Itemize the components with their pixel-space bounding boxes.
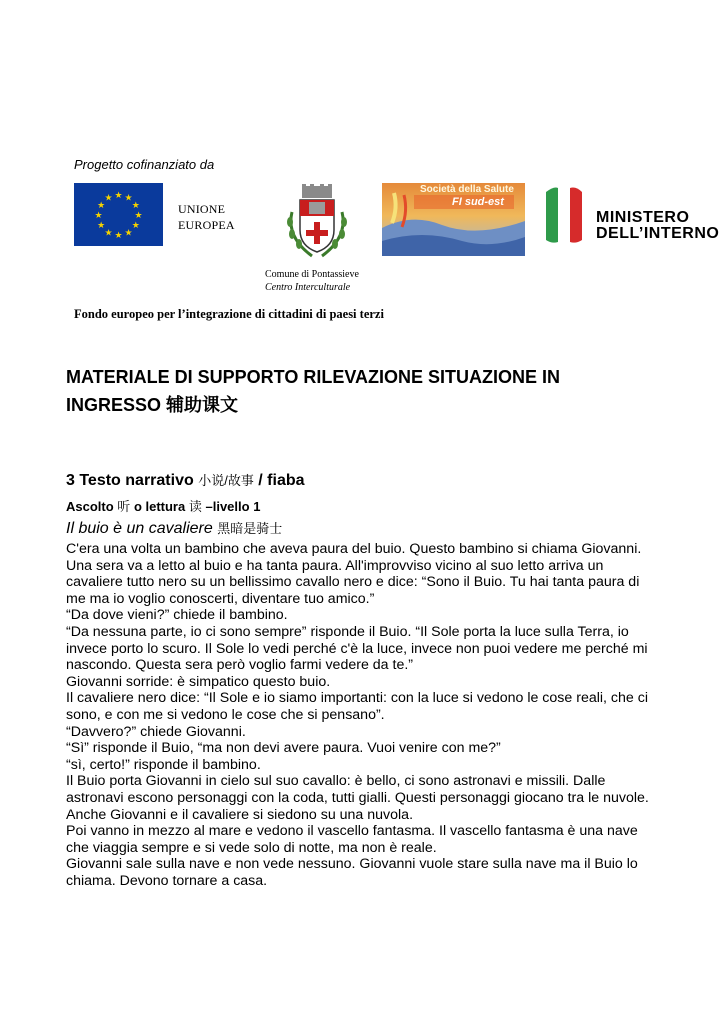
story-line: “Da nessuna parte, io ci sono sempre” risponde il Buio. “Il Sole porta la luce sulla Terra, io — [66, 623, 629, 640]
story-line: me ma io voglio conoscerti, diventare tuo amico.” — [66, 590, 375, 607]
section-heading-part1: 3 Testo narrativo — [66, 472, 194, 489]
story-body — [66, 541, 666, 889]
eu-flag-logo — [74, 183, 163, 246]
story-line: nascondo. Questa sera però voglio farmi vedere da te.” — [66, 657, 413, 674]
cofinanced-label: Progetto cofinanziato da — [74, 157, 215, 172]
story-line: sono, e con me si vedono le cose che si pensano”. — [66, 706, 385, 723]
story-line: chiama. Devono tornare a casa. — [66, 872, 268, 889]
comune-name: Comune di Pontassieve — [265, 269, 359, 280]
eu-label-line1: UNIONE — [178, 202, 226, 216]
ascolto-line — [66, 496, 260, 515]
story-line: invece porto lo scuro. Il Sole lo vedi perché c'è la luce, invece non puoi vedere me perché mi — [66, 640, 648, 657]
story-line: Anche Giovanni e il cavaliere si siedono su una nuvola. — [66, 806, 414, 823]
svg-text:★: ★ — [114, 191, 123, 201]
document-title — [66, 363, 626, 419]
story-line: “sì, certo!” risponde il bambino. — [66, 756, 261, 773]
section-heading-part2: / fiaba — [258, 472, 305, 489]
story-line: “Da dove vieni?” chiede il bambino. — [66, 607, 288, 624]
svg-text:★: ★ — [124, 228, 133, 239]
section-heading — [66, 470, 305, 490]
svg-text:★: ★ — [104, 193, 113, 204]
svg-text:★: ★ — [131, 221, 140, 231]
story-line: cavaliere tutto nero su un bellissimo cavallo nero e dice: “Sono il Buio. Tu hai tanta paura di — [66, 574, 640, 591]
fund-text: Fondo europeo per l’integrazione di cittadini di paesi terzi — [74, 307, 384, 321]
ascolto-zh: 听 — [117, 499, 131, 514]
eu-label — [178, 201, 235, 233]
ministry-line2: DELL’INTERNO — [596, 225, 720, 242]
story-line: che viaggia sempre e si vede solo di notte, ma non è reale. — [66, 839, 437, 856]
societa-salute-line2: FI sud-est — [452, 196, 504, 208]
story-line: “Davvero?” chiede Giovanni. — [66, 723, 246, 740]
svg-text:★: ★ — [97, 201, 106, 211]
story-title-zh: 黑暗是骑士 — [217, 521, 283, 536]
section-heading-zh: 小说/故事 — [198, 473, 254, 488]
ascolto-label: Ascolto — [66, 499, 114, 514]
title-line2-it: INGRESSO — [66, 395, 162, 415]
svg-text:★: ★ — [94, 211, 103, 221]
story-line: “Sì” risponde il Buio, “ma non devi avere paura. Vuoi venire con me?” — [66, 740, 501, 757]
title-line2 — [66, 391, 626, 419]
eu-label-line2: EUROPEA — [178, 218, 235, 232]
lettura-label: o lettura — [133, 499, 186, 514]
story-line: Una sera va a letto al buio e ha tanta paura. All'improvviso vicino al suo letto arriva un — [66, 557, 604, 574]
ministry-line1: MINISTERO — [596, 209, 690, 226]
lettura-zh: 读 — [188, 499, 202, 514]
ministry-logo — [544, 186, 584, 244]
story-title-it: Il buio è un cavaliere — [66, 520, 213, 537]
comune-crest-logo — [282, 182, 352, 262]
svg-text:★: ★ — [131, 201, 140, 211]
ministry-name — [596, 210, 719, 242]
story-line: Giovanni sorride: è simpatico questo buio. — [66, 673, 331, 690]
title-line2-zh: 辅助课文 — [166, 395, 239, 415]
societa-salute-line1: Società della Salute — [420, 184, 514, 195]
svg-text:★: ★ — [97, 221, 106, 231]
svg-text:★: ★ — [104, 228, 113, 239]
story-line: astronavi escono personaggi con la coda, tutti gialli. Questi personaggi giocano tra le nuvole. — [66, 789, 649, 806]
comune-subtitle: Centro Interculturale — [265, 282, 351, 293]
svg-text:★: ★ — [114, 231, 123, 241]
livello-label: –livello 1 — [205, 499, 261, 514]
story-line: Il Buio porta Giovanni in cielo sul suo cavallo: è bello, ci sono astronavi e missili. Dalle — [66, 773, 606, 790]
story-title — [66, 518, 282, 538]
svg-text:★: ★ — [124, 193, 133, 204]
story-line: C'era una volta un bambino che aveva paura del buio. Questo bambino si chiama Giovanni. — [66, 541, 642, 557]
story-line: Giovanni sale sulla nave e non vede nessuno. Giovanni vuole stare sulla nave ma il Buio lo — [66, 856, 638, 873]
svg-text:★: ★ — [134, 211, 143, 221]
story-line: Il cavaliere nero dice: “Il Sole e io siamo importanti: con la luce si vedono le cose reali, che ci — [66, 690, 648, 707]
title-line1: MATERIALE DI SUPPORTO RILEVAZIONE SITUAZIONE IN — [66, 367, 561, 387]
story-line: Poi vanno in mezzo al mare e vedono il vascello fantasma. Il vascello fantasma è una nave — [66, 823, 638, 840]
